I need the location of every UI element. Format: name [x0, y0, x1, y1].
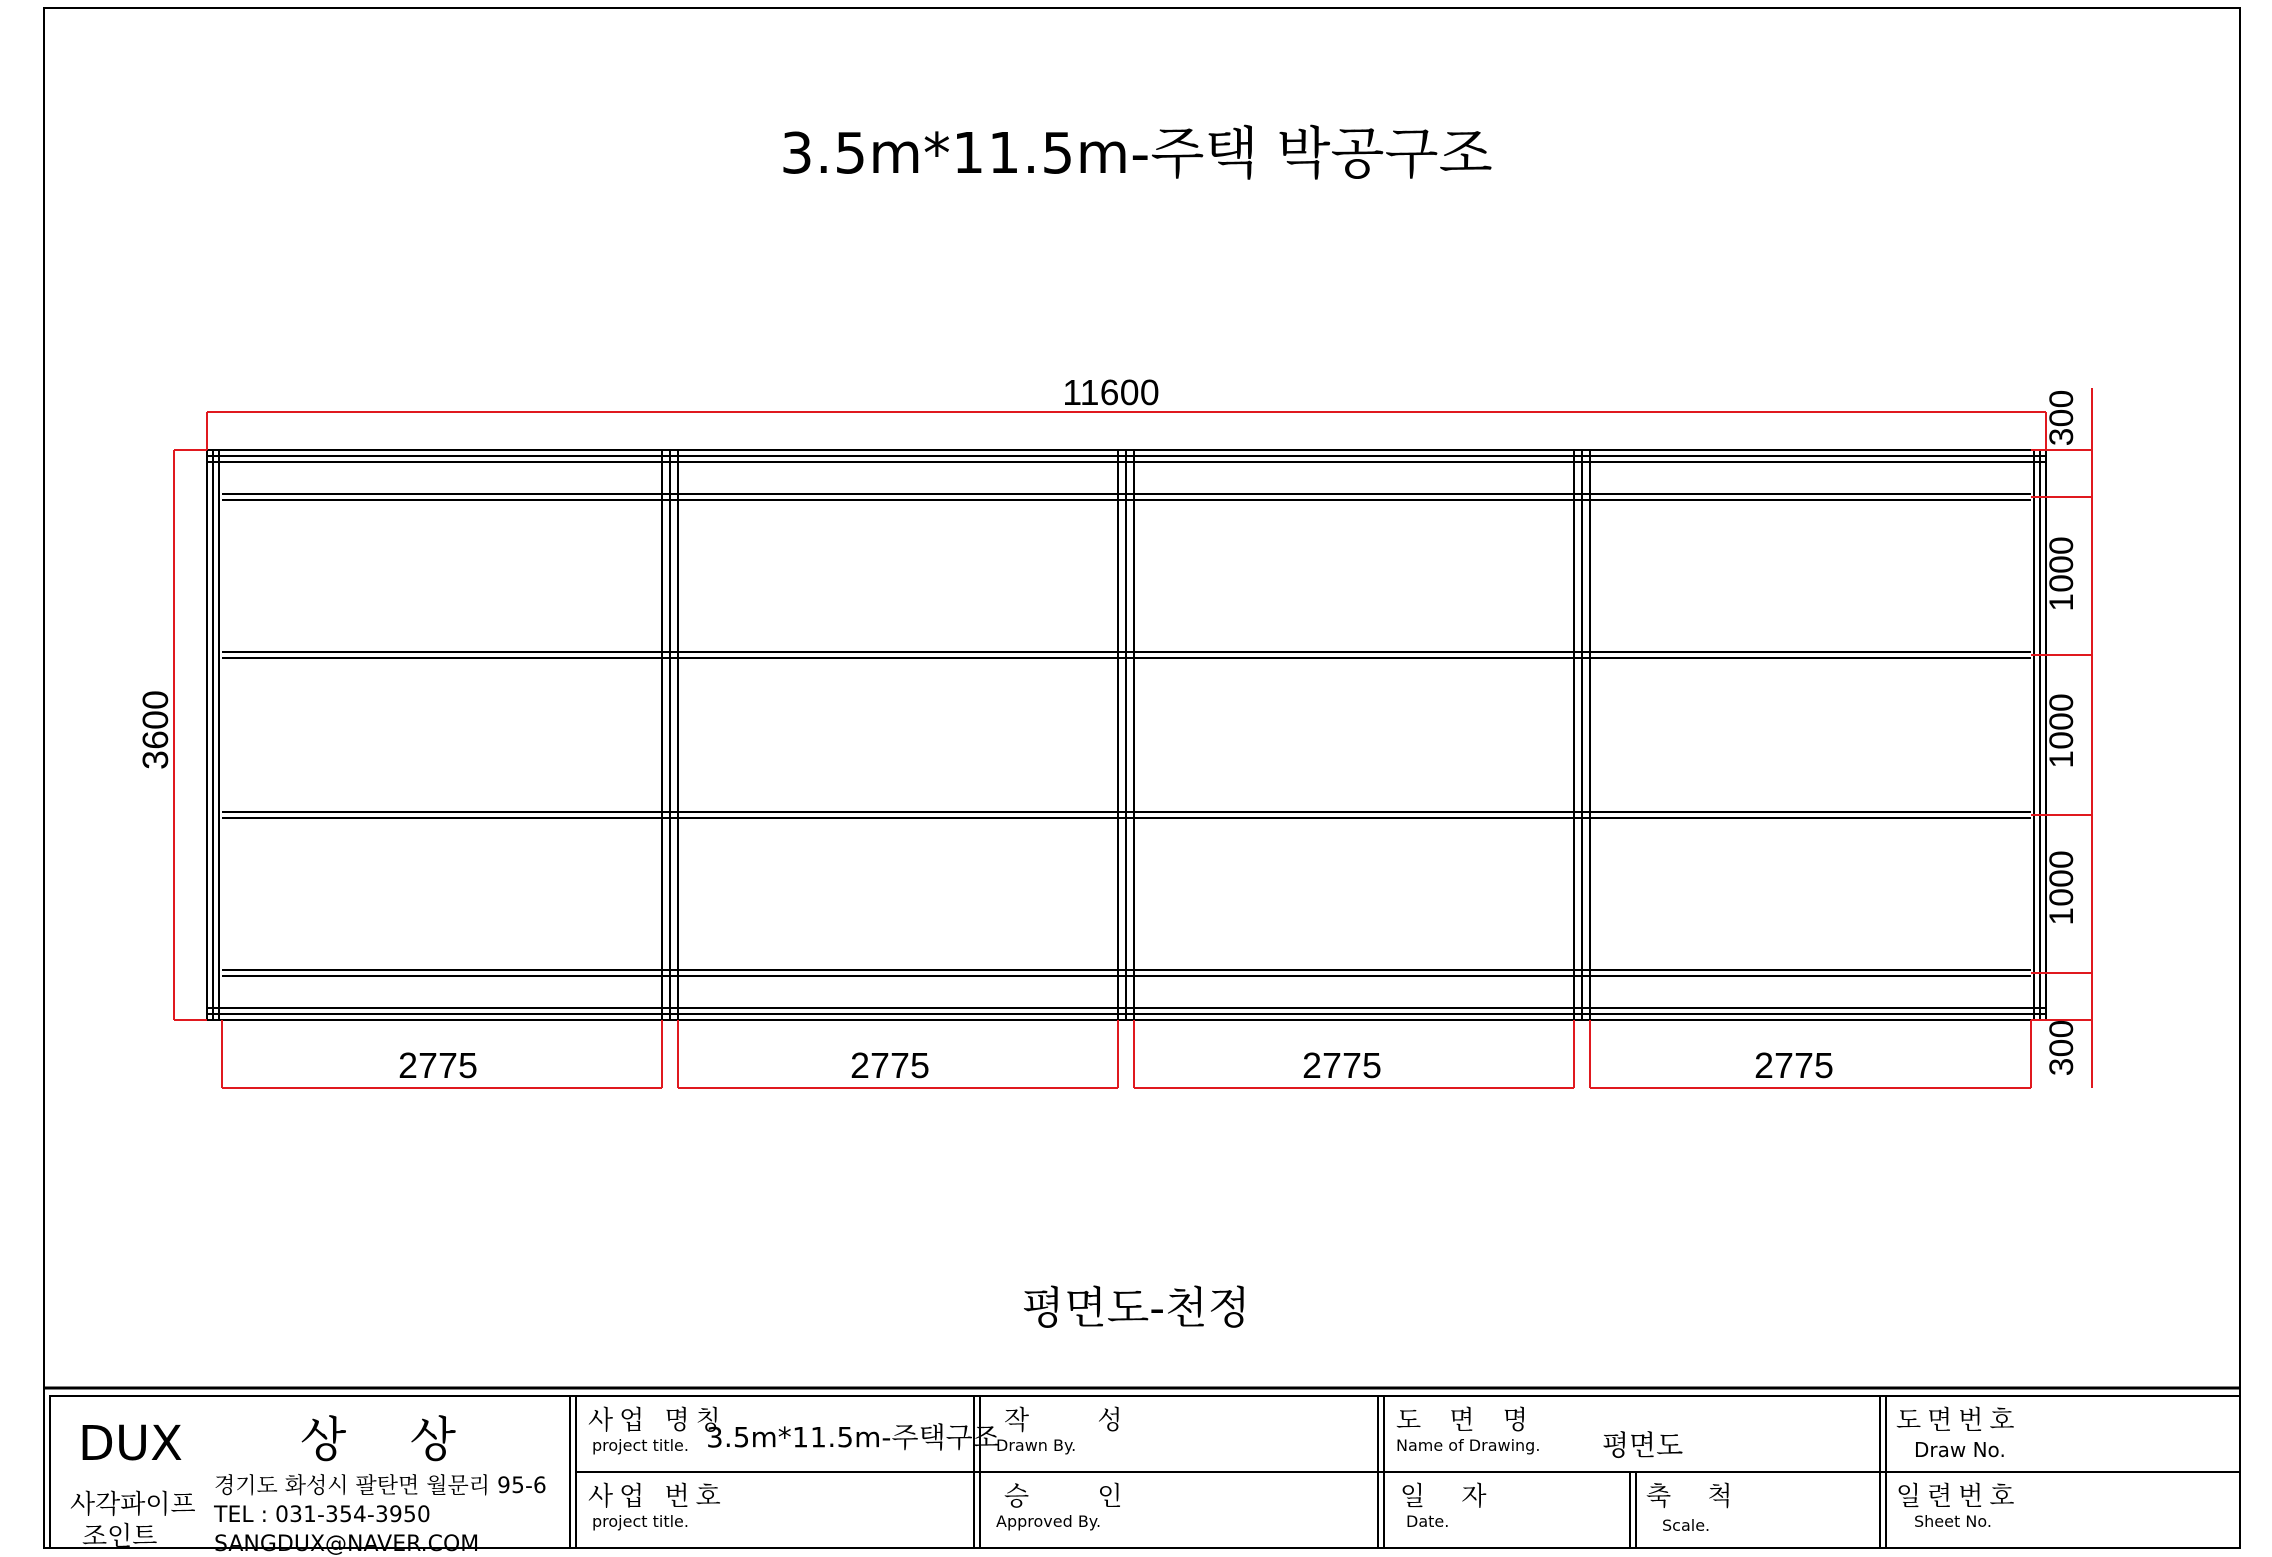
dim-total-width: 11600 — [1062, 372, 1160, 413]
dim-right: 1000 — [2043, 693, 2081, 769]
drawing-name-label: 도 면 명 — [1396, 1406, 1538, 1436]
date-label: 일 자 — [1400, 1482, 1501, 1512]
project-name-value: 3.5m*11.5m-주택구조 — [706, 1421, 1000, 1454]
project-name-sublabel: project title. — [592, 1436, 689, 1455]
brand-name: 상 상 — [300, 1412, 480, 1468]
approved-by-label: 승 인 — [1004, 1482, 1153, 1512]
sheet-number-sublabel: Sheet No. — [1914, 1512, 1992, 1531]
dim-bay-width: 2775 — [849, 1045, 931, 1086]
project-name-label: 사업 명칭 — [588, 1406, 727, 1436]
approved-by-sublabel: Approved By. — [996, 1512, 1102, 1531]
scale-label: 축 척 — [1646, 1482, 1747, 1512]
dim-bay-width: 2775 — [397, 1045, 479, 1086]
company-address: 경기도 화성시 팔탄면 월문리 95-6 — [214, 1474, 547, 1499]
company-name: DUX — [78, 1416, 183, 1472]
drawn-by-label: 작 성 — [1004, 1406, 1153, 1436]
drawing-title: 3.5m*11.5m-주택 박공구조 — [779, 122, 1493, 187]
draw-number-sublabel: Draw No. — [1914, 1438, 2006, 1462]
drawn-by-sublabel: Drawn By. — [996, 1436, 1077, 1455]
drawing-name-sublabel: Name of Drawing. — [1396, 1436, 1541, 1455]
sheet-number-label: 일련번호 — [1896, 1482, 2021, 1512]
project-number-label: 사업 번호 — [588, 1482, 727, 1512]
dimension-labels — [135, 372, 2081, 1086]
dim-right: 300 — [2043, 1019, 2081, 1077]
dim-bay-width: 2775 — [1753, 1045, 1835, 1086]
product-line-1: 사각파이프 — [70, 1490, 196, 1520]
ceiling-plan — [207, 450, 2046, 1020]
dim-right: 1000 — [2043, 536, 2081, 612]
drawing-name-value: 평면도 — [1602, 1429, 1684, 1462]
dim-total-height: 3600 — [135, 689, 176, 771]
project-number-sublabel: project title. — [592, 1512, 689, 1531]
dim-right: 300 — [2043, 389, 2081, 447]
dim-right: 1000 — [2043, 850, 2081, 926]
date-sublabel: Date. — [1406, 1512, 1450, 1531]
draw-number-label: 도면번호 — [1896, 1406, 2021, 1436]
product-line-2: 조인트 — [82, 1522, 158, 1552]
company-email: SANGDUX@NAVER.COM — [214, 1532, 480, 1557]
drawing-caption: 평면도-천정 — [1021, 1283, 1251, 1334]
dim-bay-width: 2775 — [1301, 1045, 1383, 1086]
company-tel: TEL : 031-354-3950 — [214, 1503, 431, 1528]
scale-sublabel: Scale. — [1662, 1516, 1711, 1535]
